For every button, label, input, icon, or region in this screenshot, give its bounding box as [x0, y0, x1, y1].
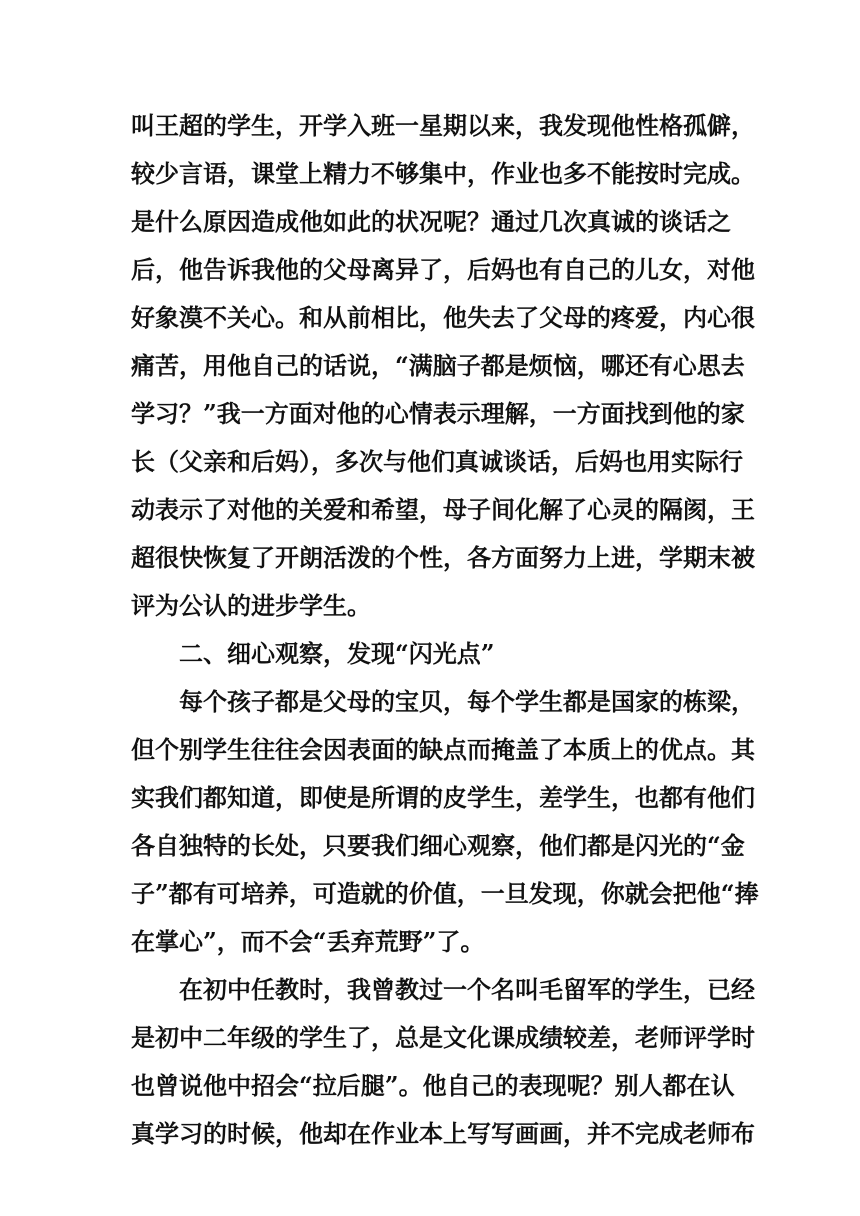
text-line: 但个别学生往往会因表面的缺点而掩盖了本质上的优点。其 [131, 735, 755, 764]
paragraph-start-line: 在初中任教时，我曾教过一个名叫毛留军的学生，已经 [179, 975, 755, 1004]
text-line: 也曾说他中招会“拉后腿”。他自己的表现呢？别人都在认 [131, 1071, 735, 1100]
text-line: 较少言语，课堂上精力不够集中，作业也多不能按时完成。 [131, 159, 755, 188]
text-line: 痛苦，用他自己的话说，“满脑子都是烦恼，哪还有心思去 [131, 351, 745, 380]
text-line: 动表示了对他的关爱和希望，母子间化解了心灵的隔阂，王 [131, 495, 755, 524]
text-line: 实我们都知道，即使是所谓的皮学生，差学生，也都有他们 [131, 783, 755, 812]
paragraph-start-line: 每个孩子都是父母的宝贝，每个学生都是国家的栋梁， [179, 687, 755, 716]
text-line: 好象漠不关心。和从前相比，他失去了父母的疼爱，内心很 [131, 303, 755, 332]
text-line: 超很快恢复了开朗活泼的个性，各方面努力上进，学期末被 [131, 543, 755, 572]
text-line: 真学习的时候，他却在作业本上写写画画，并不完成老师布 [131, 1119, 755, 1148]
text-line: 子”都有可培养，可造就的价值，一旦发现，你就会把他“捧 [131, 879, 759, 908]
text-line: 在掌心”，而不会“丢弃荒野”了。 [131, 927, 485, 956]
text-line: 各自独特的长处，只要我们细心观察，他们都是闪光的“金 [131, 831, 745, 860]
text-line: 后，他告诉我他的父母离异了，后妈也有自己的儿女，对他 [131, 255, 755, 284]
text-line: 评为公认的进步学生。 [131, 591, 371, 620]
text-line: 长（父亲和后妈），多次与他们真诚谈话，后妈也用实际行 [131, 447, 743, 476]
text-line: 是初中二年级的学生了，总是文化课成绩较差，老师评学时 [131, 1023, 755, 1052]
text-line: 是什么原因造成他如此的状况呢？通过几次真诚的谈话之 [131, 207, 731, 236]
section-heading: 二、细心观察，发现“闪光点” [179, 639, 495, 668]
text-line: 学习？”我一方面对他的心情表示理解，一方面找到他的家 [131, 399, 745, 428]
text-line: 叫王超的学生，开学入班一星期以来，我发现他性格孤僻， [131, 111, 755, 140]
